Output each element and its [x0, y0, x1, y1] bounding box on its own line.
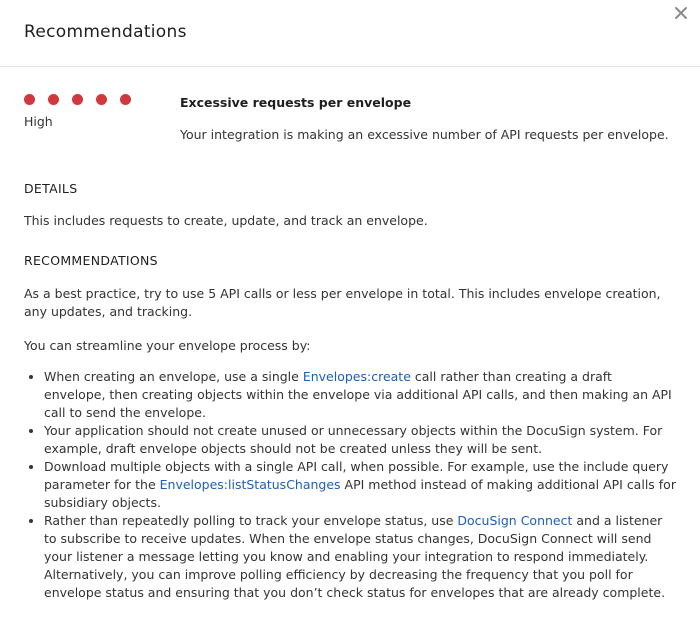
severity-dot: [72, 94, 83, 105]
envelopes-list-status-changes-link[interactable]: Envelopes:listStatusChanges: [159, 477, 341, 492]
severity-dot: [48, 94, 59, 105]
recommendations-heading: RECOMMENDATIONS: [24, 253, 158, 268]
envelopes-create-link[interactable]: Envelopes:create: [302, 369, 411, 384]
severity-dot: [24, 94, 35, 105]
docusign-connect-link[interactable]: DocuSign Connect: [457, 513, 573, 528]
recommendations-lead: You can streamline your envelope process by:: [24, 338, 311, 353]
close-icon: [670, 2, 692, 24]
list-item: [44, 368, 676, 422]
severity-rating: [24, 94, 131, 105]
bullet-text-after: API method instead of making additional API calls for subsidiary objects.: [44, 477, 676, 510]
bullet-text-after: and a listener to subscribe to receive updates. When the envelope status changes, DocuSign Connect will send your listener a message letting you know and enabling your integration to respond immediately. Alternatively, you can improve polling efficiency by decreasing the frequency that you poll for envelope status and ensuring that you don’t check status for envelopes that are already complete.: [44, 513, 666, 600]
bullet-text-before: Rather than repeatedly polling to track your envelope status, use: [44, 513, 458, 528]
severity-dot: [96, 94, 107, 105]
list-item: [44, 512, 676, 602]
bullet-text-after: call rather than creating a draft envelope, then creating objects within the envelope via additional API calls, and then making an API call to send the envelope.: [44, 369, 672, 420]
issue-description: Your integration is making an excessive number of API requests per envelope.: [180, 127, 669, 142]
issue-title: Excessive requests per envelope: [180, 95, 412, 110]
bullet-text-before: When creating an envelope, use a single: [44, 369, 303, 384]
bullet-text: Your application should not create unused or unnecessary objects within the DocuSign system. For example, draft envelope objects should not be created unless they will be sent.: [44, 423, 663, 456]
bullet-text-before: Download multiple objects with a single API call, when possible. For example, use the include query parameter for the: [44, 459, 669, 492]
close-button[interactable]: [670, 2, 692, 24]
recommendations-list: [24, 368, 676, 602]
dialog-header: [0, 0, 700, 67]
severity-label: High: [24, 114, 53, 129]
dialog-title: Recommendations: [24, 22, 187, 42]
list-item: [44, 458, 676, 512]
recommendations-intro: As a best practice, try to use 5 API calls or less per envelope in total. This includes envelope creation, any updates, and tracking.: [24, 286, 661, 319]
details-heading: DETAILS: [24, 181, 78, 196]
details-text: This includes requests to create, update, and track an envelope.: [24, 213, 428, 228]
list-item: [44, 422, 676, 458]
severity-dot: [120, 94, 131, 105]
